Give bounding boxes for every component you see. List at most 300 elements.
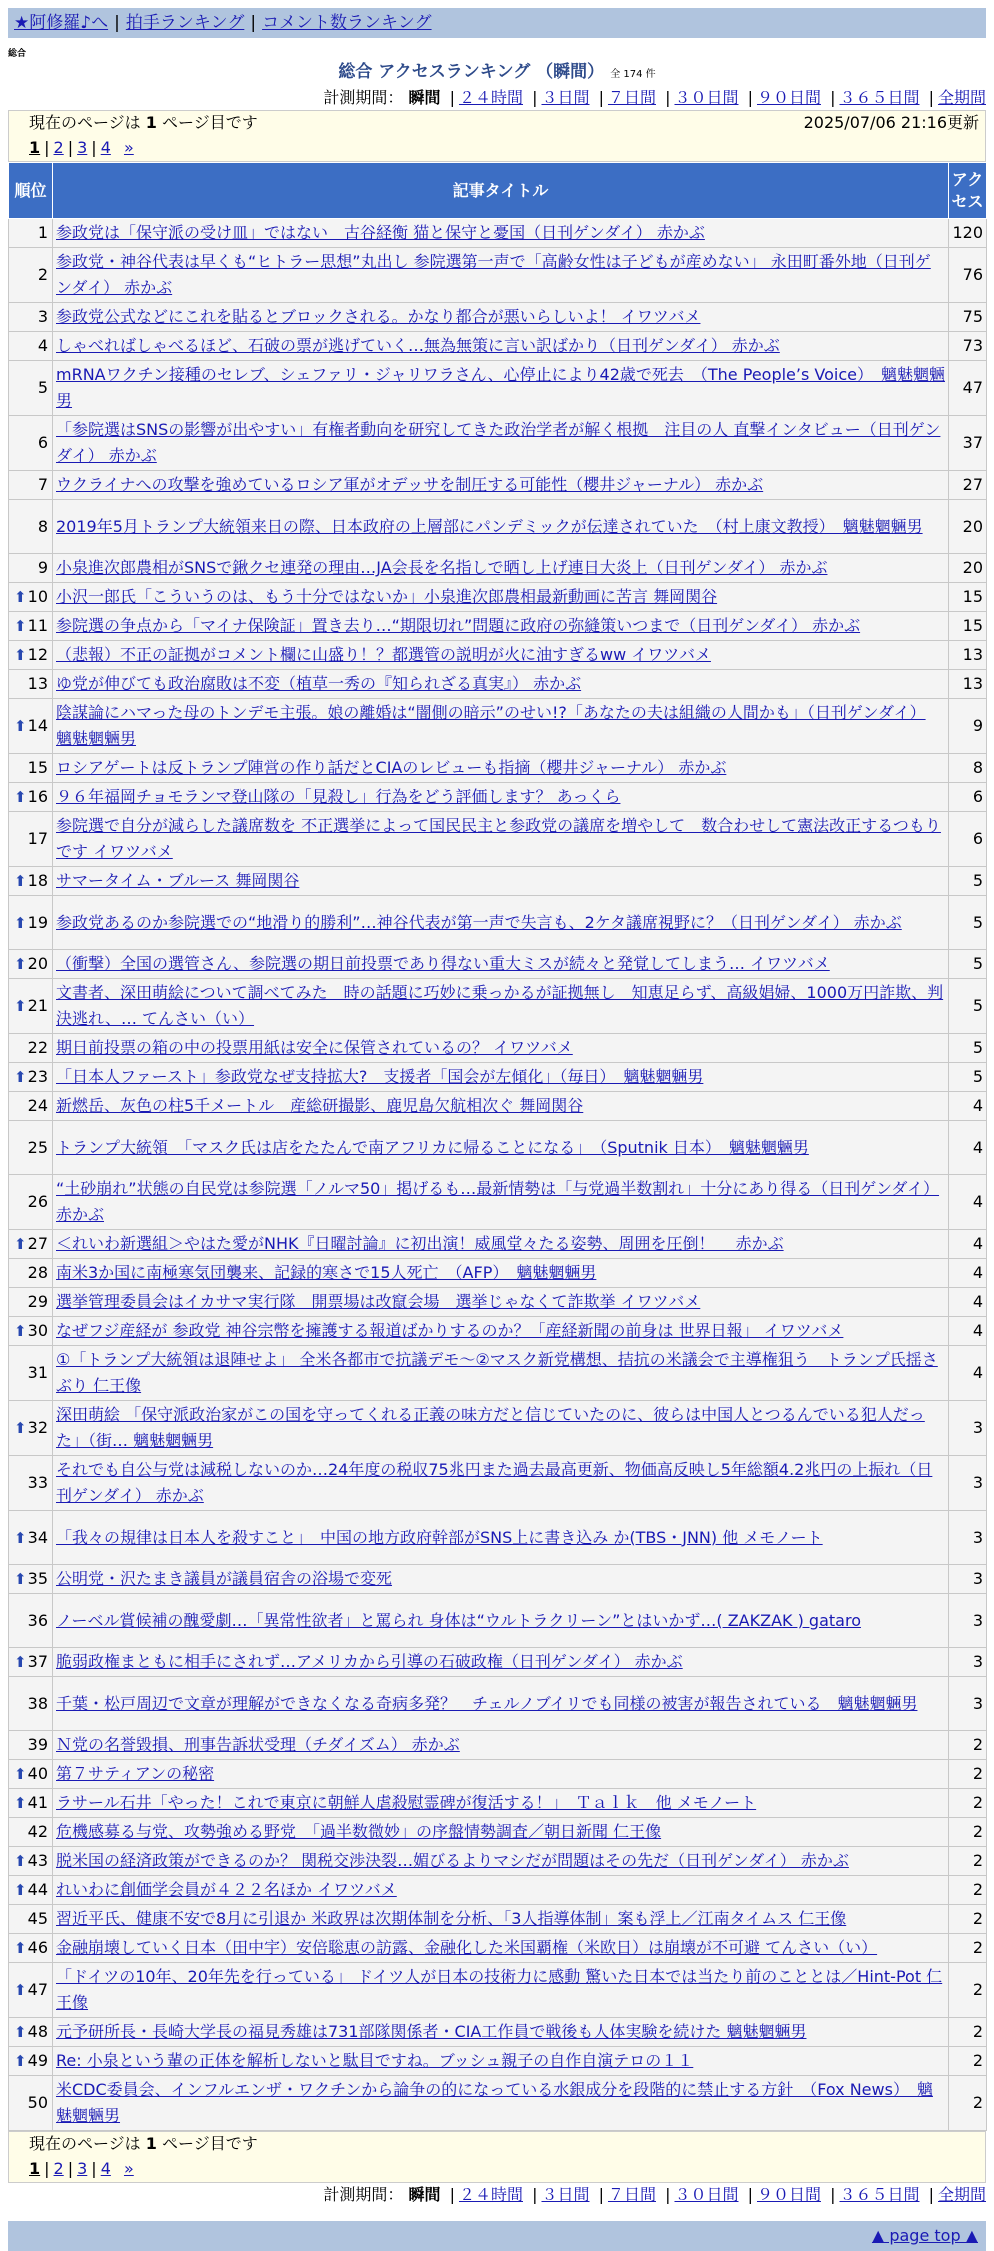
- title-cell: [53, 1456, 949, 1511]
- table-row: [9, 554, 987, 583]
- article-title-link[interactable]: Re: 小泉という輩の正体を解析しないと駄目ですね。ブッシュ親子の自作自演テロの１１: [56, 2051, 694, 2070]
- ranking-title-box: [0, 60, 994, 86]
- article-title-link[interactable]: 「参院選はSNSの影響が出やすい」有権者動向を研究してきた政治学者が解く根拠 注目の人 直撃インタビュー（日刊ゲンダイ） 赤かぶ: [56, 420, 941, 465]
- table-row: [9, 1818, 987, 1847]
- access-count: 3: [949, 1511, 987, 1565]
- table-row: [9, 754, 987, 783]
- table-row: [9, 950, 987, 979]
- article-title-link[interactable]: 参政党は「保守派の受け皿」ではない 古谷経衡 猫と保守と憂国（日刊ゲンダイ） 赤かぶ: [56, 223, 705, 242]
- access-count: 2: [949, 2047, 987, 2076]
- article-title-link[interactable]: 参政党・神谷代表は早くも“ヒトラー思想”丸出し 参院選第一声で「高齢女性は子どもが産めない」 永田町番外地（日刊ゲンダイ） 赤かぶ: [56, 252, 931, 297]
- period-selector-top: 計測期間： 瞬間 | ２４時間 | ３日間 | ７日間 | ３０日間 | ９０日間 | ３６５日間 | 全期間: [323, 88, 986, 107]
- article-title-link[interactable]: 参院選の争点から「マイナ保険証」置き去り…“期限切れ”問題に政府の弥縫策いつまで（日刊ゲンダイ） 赤かぶ: [56, 616, 861, 635]
- table-row: [9, 1063, 987, 1092]
- article-title-link[interactable]: 陰謀論にハマった母のトンデモ主張。娘の離婚は“闇側の暗示”のせい!?「あなたの夫は組織の人間かも」（日刊ゲンダイ） 魑魅魍魎男: [56, 703, 926, 748]
- table-row: [9, 1934, 987, 1963]
- period-selector-bottom: 計測期間： 瞬間 | ２４時間 | ３日間 | ７日間 | ３０日間 | ９０日間 | ３６５日間 | 全期間: [323, 2185, 986, 2204]
- title-cell: [53, 699, 949, 754]
- rank-cell: [9, 1847, 53, 1876]
- rank-cell: [9, 1456, 53, 1511]
- access-count: 73: [949, 332, 987, 361]
- rank-cell: [9, 1346, 53, 1401]
- article-title-link[interactable]: 新燃岳、灰色の柱5千メートル 産総研撮影、鹿児島欠航相次ぐ 舞岡関谷: [56, 1096, 584, 1115]
- rank-up-icon: ⬆: [14, 913, 27, 932]
- rank-cell: [9, 1511, 53, 1565]
- rank-up-icon: ⬆: [14, 955, 27, 973]
- rank-number: 18: [27, 871, 48, 890]
- period-link-3d-bottom[interactable]: ３日間: [541, 2185, 590, 2204]
- pager-link-2[interactable]: 2: [53, 138, 64, 157]
- table-row: [9, 699, 987, 754]
- table-row: [9, 1511, 987, 1565]
- table-row: [9, 2076, 987, 2131]
- pager-next-link-bottom[interactable]: »: [123, 2159, 134, 2178]
- period-link-90d[interactable]: ９０日間: [756, 88, 821, 107]
- article-title-link[interactable]: しゃべればしゃべるほど、石破の票が逃げていく…無為無策に言い訳ばかり（日刊ゲンダイ） 赤かぶ: [56, 336, 780, 355]
- pager-link-4-bottom[interactable]: 4: [100, 2159, 111, 2178]
- rank-number: 35: [27, 1569, 48, 1588]
- rank-number: 47: [27, 1980, 48, 1999]
- header-rank: 順位: [9, 163, 53, 219]
- table-row: [9, 1905, 987, 1934]
- rank-cell: [9, 1677, 53, 1731]
- access-count: 3: [949, 1648, 987, 1677]
- table-row: [9, 1401, 987, 1456]
- rank-number: 15: [27, 758, 48, 777]
- article-title-link[interactable]: （衝撃）全国の選管さん、参院選の期日前投票であり得ない重大ミスが続々と発覚してしまう… イワツバメ: [56, 954, 830, 973]
- rank-number: 10: [27, 587, 48, 606]
- comment-ranking-link[interactable]: コメント数ランキング: [262, 13, 432, 33]
- article-title-link[interactable]: ９６年福岡チョモランマ登山隊の「見殺し」行為をどう評価します？ あっくら: [56, 787, 621, 806]
- rank-cell: [9, 1760, 53, 1789]
- table-row: [9, 303, 987, 332]
- article-title-link[interactable]: 深田萌絵 「保守派政治家がこの国を守ってくれる正義の味方だと信じていたのに、彼らは中国人とつるんでいる犯人だった」（街… 魑魅魍魎男: [56, 1405, 925, 1450]
- article-title-link[interactable]: 参院選で自分が減らした議席数を 不正選挙によって国民民主と参政党の議席を増やして 数合わせして憲法改正するつもりです イワツバメ: [56, 816, 941, 861]
- access-count: 8: [949, 754, 987, 783]
- top-nav-bar: [8, 8, 986, 38]
- article-title-link[interactable]: mRNAワクチン接種のセレブ、シェファリ・ジャリワラさん、心停止により42歳で死去 （The People’s Voice） 魑魅魍魎男: [56, 365, 945, 410]
- rank-cell: [9, 332, 53, 361]
- access-count: 2: [949, 2076, 987, 2131]
- article-title-link[interactable]: 千葉・松戸周辺で文章が理解ができなくなる奇病多発？ チェルノブイリでも同様の被害が報告されている 魑魅魍魎男: [56, 1693, 918, 1713]
- access-count: 4: [949, 1346, 987, 1401]
- table-row: [9, 1034, 987, 1063]
- period-label-bottom: 計測期間：: [323, 2185, 404, 2204]
- table-row: [9, 1594, 987, 1648]
- rank-cell: [9, 303, 53, 332]
- rank-number: 11: [27, 616, 48, 635]
- table-row: [9, 1677, 987, 1731]
- rank-up-icon: ⬆: [14, 717, 27, 735]
- title-cell: [53, 2076, 949, 2131]
- rank-number: 25: [27, 1137, 48, 1157]
- article-title-link[interactable]: 習近平氏、健康不安で8月に引退か 米政界は次期体制を分析、「3人指導体制」案も浮上／江南タイムス 仁王像: [56, 1909, 847, 1928]
- access-count: 3: [949, 1594, 987, 1648]
- title-cell: [53, 896, 949, 950]
- rank-cell: [9, 1934, 53, 1963]
- access-count: 2: [949, 1789, 987, 1818]
- article-title-link[interactable]: ①「トランプ大統領は退陣せよ」 全米各都市で抗議デモ〜②マスク新党構想、拮抗の米議会で主導権狙う トランプ氏揺さぶり 仁王像: [56, 1350, 938, 1395]
- article-title-link[interactable]: （悲報）不正の証拠がコメント欄に山盛り！？都選管の説明が火に油すぎるww イワツバメ: [56, 645, 711, 664]
- period-link-3d[interactable]: ３日間: [541, 88, 590, 107]
- rank-cell: [9, 1317, 53, 1346]
- rank-number: 31: [27, 1363, 48, 1382]
- article-title-link[interactable]: トランプ大統領 「マスク氏は店をたたんで南アフリカに帰ることになる」 （Sputnik 日本） 魑魅魍魎男: [56, 1137, 809, 1157]
- access-count: 15: [949, 612, 987, 641]
- rank-cell: [9, 1905, 53, 1934]
- access-count: 4: [949, 1230, 987, 1259]
- article-title-link[interactable]: ウクライナへの攻撃を強めているロシア軍がオデッサを制圧する可能性（櫻井ジャーナル） 赤かぶ: [56, 475, 764, 494]
- rank-number: 22: [27, 1038, 48, 1057]
- article-title-link[interactable]: 南米3か国に南極寒気団襲来、記録的寒さで15人死亡 （AFP） 魑魅魍魎男: [56, 1263, 597, 1282]
- period-link-365d[interactable]: ３６５日間: [839, 88, 920, 107]
- pager-link-2-bottom[interactable]: 2: [53, 2159, 64, 2178]
- title-cell: [53, 1731, 949, 1760]
- rank-number: 2: [37, 265, 48, 284]
- table-row: [9, 1963, 987, 2018]
- rank-cell: [9, 1789, 53, 1818]
- rank-number: 49: [27, 2051, 48, 2070]
- rank-cell: [9, 867, 53, 896]
- table-row: [9, 471, 987, 500]
- access-count: 9: [949, 699, 987, 754]
- rank-cell: [9, 219, 53, 248]
- access-count: 2: [949, 1876, 987, 1905]
- rank-cell: [9, 471, 53, 500]
- title-cell: [53, 1175, 949, 1230]
- rank-up-icon: ⬆: [14, 1852, 27, 1870]
- rank-up-icon: ⬆: [14, 1939, 27, 1957]
- table-row: [9, 1565, 987, 1594]
- title-cell: [53, 950, 949, 979]
- access-count: 3: [949, 1401, 987, 1456]
- table-row: [9, 583, 987, 612]
- rank-up-icon: ⬆: [14, 2052, 27, 2070]
- table-row: [9, 896, 987, 950]
- rank-cell: [9, 1401, 53, 1456]
- article-title-link[interactable]: なぜフジ産経が 参政党 神谷宗幣を擁護する報道ばかりするのか？「産経新聞の前身は 世界日報」 イワツバメ: [56, 1321, 844, 1340]
- article-title-link[interactable]: れいわに創価学会員が４２２名ほか イワツバメ: [56, 1880, 397, 1899]
- rank-number: 45: [27, 1909, 48, 1928]
- article-title-link[interactable]: 「日本人ファースト」参政党なぜ支持拡大? 支援者「国会が左傾化」（毎日） 魑魅魍魎男: [56, 1067, 704, 1086]
- rank-number: 27: [27, 1234, 48, 1253]
- rank-number: 8: [37, 516, 48, 536]
- rank-number: 5: [37, 378, 48, 397]
- table-row: [9, 1731, 987, 1760]
- title-cell: [53, 1760, 949, 1789]
- rank-up-icon: ⬆: [14, 1794, 27, 1812]
- access-count: 4: [949, 1092, 987, 1121]
- access-count: 6: [949, 783, 987, 812]
- pager-link-3[interactable]: 3: [77, 138, 88, 157]
- rank-cell: [9, 670, 53, 699]
- period-link-24h-bottom[interactable]: ２４時間: [458, 2185, 523, 2204]
- access-count: 3: [949, 1565, 987, 1594]
- rank-number: 7: [37, 475, 48, 494]
- rank-cell: [9, 248, 53, 303]
- rank-cell: [9, 583, 53, 612]
- ranking-body: [9, 219, 987, 2131]
- article-title-link[interactable]: 公明党・沢たまき議員が議員宿舎の浴場で変死: [56, 1569, 393, 1588]
- pager-link-3-bottom[interactable]: 3: [77, 2159, 88, 2178]
- title-cell: [53, 612, 949, 641]
- title-cell: [53, 867, 949, 896]
- access-count: 5: [949, 896, 987, 950]
- title-cell: [53, 1121, 949, 1175]
- table-row: [9, 783, 987, 812]
- rank-cell: [9, 2047, 53, 2076]
- title-cell: [53, 1847, 949, 1876]
- article-title-link[interactable]: 脆弱政権まともに相手にされず…アメリカから引導の石破政権（日刊ゲンダイ） 赤かぶ: [56, 1652, 683, 1671]
- pager-top: 現在のページは 1 ページ目です 2025/07/06 21:16更新 1 | 2 | 3 | 4 »: [8, 110, 986, 162]
- period-current-bottom: 瞬間: [408, 2185, 441, 2204]
- table-row: [9, 1121, 987, 1175]
- article-title-link[interactable]: 「ドイツの10年、20年先を行っている」 ドイツ人が日本の技術力に感動 驚いた日本では当たり前のこととは／Hint-Pot 仁王像: [56, 1967, 943, 2012]
- article-title-link[interactable]: ラサール石井「やった！これで東京に朝鮮人虐殺慰霊碑が復活する！」 Ｔａｌｋ 他 メモノート: [56, 1793, 757, 1812]
- article-title-link[interactable]: 小沢一郎氏「こういうのは、もう十分ではないか」小泉進次郎農相最新動画に苦言 舞岡関谷: [56, 587, 718, 606]
- article-title-link[interactable]: 第７サティアンの秘密: [56, 1764, 215, 1783]
- table-row: [9, 1259, 987, 1288]
- rank-number: 32: [27, 1418, 48, 1437]
- article-title-link[interactable]: ロシアゲートは反トランプ陣営の作り話だとCIAのレビューも指摘（櫻井ジャーナル） 赤かぶ: [56, 758, 727, 777]
- access-count: 15: [949, 583, 987, 612]
- access-count: 3: [949, 1677, 987, 1731]
- category-tag: 総合: [8, 49, 27, 59]
- access-count: 2: [949, 1731, 987, 1760]
- pager-next-link[interactable]: »: [123, 138, 134, 157]
- article-title-link[interactable]: 参政党あるのか参院選での“地滑り的勝利”…神谷代表が第一声で失言も、2ケタ議席視野に？（日刊ゲンダイ） 赤かぶ: [56, 912, 902, 932]
- rank-cell: [9, 783, 53, 812]
- rank-number: 13: [27, 674, 48, 693]
- access-count: 2: [949, 1934, 987, 1963]
- title-cell: [53, 1818, 949, 1847]
- title-cell: [53, 979, 949, 1034]
- rank-number: 21: [27, 996, 48, 1015]
- title-cell: [53, 1905, 949, 1934]
- article-title-link[interactable]: ノーベル賞候補の醜愛劇…「異常性欲者」と罵られ 身体は“ウルトラクリーン”とはいかず…( ZAKZAK ) gataro: [56, 1610, 861, 1630]
- access-count: 20: [949, 500, 987, 554]
- access-count: 5: [949, 950, 987, 979]
- pager-current-page-bottom: 1: [29, 2159, 41, 2178]
- rank-number: 14: [27, 716, 48, 735]
- access-count: 2: [949, 1760, 987, 1789]
- title-cell: [53, 1259, 949, 1288]
- article-title-link[interactable]: Ｎ党の名誉毀損、刑事告訴状受理（チダイズム） 赤かぶ: [56, 1735, 460, 1754]
- rank-cell: [9, 416, 53, 471]
- period-link-all[interactable]: 全期間: [937, 88, 986, 107]
- period-link-all-bottom[interactable]: 全期間: [937, 2185, 986, 2204]
- title-cell: [53, 2018, 949, 2047]
- article-title-link[interactable]: 参政党公式などにこれを貼るとブロックされる。かなり都合が悪いらしいよ！ イワツバメ: [56, 307, 701, 326]
- rank-number: 9: [37, 558, 48, 577]
- rank-up-icon: ⬆: [14, 1419, 27, 1437]
- article-title-link[interactable]: 選挙管理委員会はイカサマ実行隊 開票場は改竄会場 選挙じゃなくて詐欺挙 イワツバメ: [56, 1292, 701, 1311]
- rank-number: 34: [27, 1527, 48, 1547]
- title-cell: [53, 1789, 949, 1818]
- title-cell: [53, 1092, 949, 1121]
- rank-cell: [9, 1818, 53, 1847]
- access-count: 76: [949, 248, 987, 303]
- rank-number: 38: [27, 1693, 48, 1713]
- rank-up-icon: ⬆: [14, 1570, 27, 1588]
- article-title-link[interactable]: 金融崩壊していく日本（田中宇）安倍聡恵の訪露、金融化した米国覇権（米欧日）は崩壊が不可避 てんさい（い）: [56, 1938, 878, 1957]
- access-count: 5: [949, 1063, 987, 1092]
- rank-up-icon: ⬆: [14, 646, 27, 664]
- article-title-link[interactable]: 脱米国の経済政策ができるのか？ 関税交渉決裂…媚びるよりマシだが問題はその先だ（日刊ゲンダイ） 赤かぶ: [56, 1851, 849, 1870]
- rank-number: 3: [37, 307, 48, 326]
- nav-separator: |: [250, 13, 257, 33]
- table-row: [9, 1288, 987, 1317]
- title-cell: [53, 1934, 949, 1963]
- rank-number: 26: [27, 1192, 48, 1211]
- access-count: 47: [949, 361, 987, 416]
- rank-number: 23: [27, 1067, 48, 1086]
- title-cell: [53, 1963, 949, 2018]
- rank-cell: [9, 500, 53, 554]
- page-title: 総合 アクセスランキング （瞬間）: [338, 62, 605, 82]
- article-title-link[interactable]: 危機感募る与党、攻勢強める野党 「過半数微妙」の序盤情勢調査／朝日新聞 仁王像: [56, 1822, 662, 1841]
- access-count: 2: [949, 1818, 987, 1847]
- rank-up-icon: ⬆: [14, 997, 27, 1015]
- rank-number: 4: [37, 336, 48, 355]
- access-count: 120: [949, 219, 987, 248]
- title-cell: [53, 361, 949, 416]
- article-title-link[interactable]: ゆ党が伸びても政治腐敗は不変（植草一秀の『知られざる真実』） 赤かぶ: [56, 674, 582, 693]
- table-row: [9, 979, 987, 1034]
- access-count: 13: [949, 641, 987, 670]
- table-row: [9, 500, 987, 554]
- title-cell: [53, 641, 949, 670]
- rank-number: 19: [27, 912, 48, 932]
- title-cell: [53, 471, 949, 500]
- article-title-link[interactable]: ＜れいわ新選組＞やはた愛がNHK『日曜討論』に初出演！威風堂々たる姿勢、周囲を圧倒！ 赤かぶ: [56, 1234, 784, 1253]
- access-count: 2: [949, 2018, 987, 2047]
- home-link[interactable]: ★阿修羅♪へ: [14, 13, 109, 33]
- article-title-link[interactable]: 小泉進次郎農相がSNSで鍬クセ連発の理由…JA会長を名指しで晒し上げ連日大炎上（日刊ゲンダイ） 赤かぶ: [56, 558, 828, 577]
- page-top-link[interactable]: ▲ page top ▲: [871, 2226, 978, 2245]
- title-cell: [53, 1346, 949, 1401]
- pager-current-page: 1: [29, 138, 41, 157]
- rank-number: 41: [27, 1793, 48, 1812]
- nav-separator: |: [114, 13, 120, 33]
- article-title-link[interactable]: 「我々の規律は日本人を殺すこと」 中国の地方政府幹部がSNS上に書き込み か(TBS・JNN) 他 メモノート: [56, 1527, 823, 1547]
- rank-up-icon: ⬆: [14, 1528, 27, 1547]
- period-link-24h[interactable]: ２４時間: [458, 88, 523, 107]
- table-row: [9, 612, 987, 641]
- article-title-link[interactable]: 文書者、深田萌絵について調べてみた 時の話題に巧妙に乗っかるが証拠無し 知恵足らず、高級娼婦、1000万円詐欺、判決逃れ、… てんさい（い）: [56, 983, 944, 1028]
- rank-number: 43: [27, 1851, 48, 1870]
- rank-cell: [9, 1731, 53, 1760]
- title-cell: [53, 416, 949, 471]
- title-cell: [53, 1565, 949, 1594]
- rank-number: 17: [27, 829, 48, 848]
- rank-number: 48: [27, 2022, 48, 2041]
- title-cell: [53, 1876, 949, 1905]
- article-title-link[interactable]: 元予研所長・長崎大学長の福見秀雄は731部隊関係者・CIA工作員で戦後も人体実験を続けた 魑魅魍魎男: [56, 2022, 807, 2041]
- period-link-7d[interactable]: ７日間: [607, 88, 656, 107]
- rank-number: 42: [27, 1822, 48, 1841]
- clap-ranking-link[interactable]: 拍手ランキング: [125, 13, 245, 33]
- period-link-90d-bottom[interactable]: ９０日間: [756, 2185, 821, 2204]
- access-count: 27: [949, 471, 987, 500]
- article-title-link[interactable]: “土砂崩れ”状態の自民党は参院選「ノルマ50」掲げるも…最新情勢は「与党過半数割れ」十分にあり得る（日刊ゲンダイ） 赤かぶ: [56, 1179, 940, 1224]
- access-count: 4: [949, 1121, 987, 1175]
- table-row: [9, 219, 987, 248]
- table-row: [9, 332, 987, 361]
- pager-bottom: 現在のページは 1 ページ目です 1 | 2 | 3 | 4 »: [8, 2131, 986, 2183]
- title-cell: [53, 1288, 949, 1317]
- rank-up-icon: ⬆: [14, 1322, 27, 1340]
- rank-up-icon: ⬆: [14, 1068, 27, 1086]
- table-row: [9, 1317, 987, 1346]
- title-cell: [53, 583, 949, 612]
- title-cell: [53, 2047, 949, 2076]
- rank-number: 46: [27, 1938, 48, 1957]
- rank-cell: [9, 641, 53, 670]
- rank-cell: [9, 1594, 53, 1648]
- access-count: 4: [949, 1259, 987, 1288]
- table-row: [9, 2047, 987, 2076]
- access-count: 2: [949, 1963, 987, 2018]
- period-link-30d[interactable]: ３０日間: [674, 88, 739, 107]
- rank-number: 40: [27, 1764, 48, 1783]
- table-row: [9, 1847, 987, 1876]
- access-count: 4: [949, 1175, 987, 1230]
- rank-cell: [9, 1175, 53, 1230]
- rank-number: 30: [27, 1321, 48, 1340]
- title-cell: [53, 219, 949, 248]
- ranking-table: [8, 162, 987, 2131]
- table-row: [9, 1092, 987, 1121]
- rank-up-icon: ⬆: [14, 2023, 27, 2041]
- article-title-link[interactable]: 期日前投票の箱の中の投票用紙は安全に保管されているの？ イワツバメ: [56, 1038, 573, 1057]
- article-title-link[interactable]: 米CDC委員会、インフルエンザ・ワクチンから論争の的になっている水銀成分を段階的に禁止する方針 （Fox News） 魑魅魍魎男: [56, 2080, 933, 2125]
- rank-cell: [9, 1288, 53, 1317]
- rank-cell: [9, 896, 53, 950]
- access-count: 75: [949, 303, 987, 332]
- access-count: 4: [949, 1288, 987, 1317]
- article-title-link[interactable]: それでも自公与党は減税しないのか…24年度の税収75兆円また過去最高更新、物価高反映し5年総額4.2兆円の上振れ（日刊ゲンダイ） 赤かぶ: [56, 1460, 933, 1505]
- rank-up-icon: ⬆: [14, 1235, 27, 1253]
- updated-timestamp: 2025/07/06 21:16更新: [803, 113, 979, 132]
- table-row: [9, 1876, 987, 1905]
- bottom-bar: [8, 2221, 986, 2251]
- article-title-link[interactable]: サマータイム・ブルース 舞岡関谷: [56, 871, 300, 890]
- rank-up-icon: ⬆: [14, 1765, 27, 1783]
- current-page-text-bottom: 現在のページは 1 ページ目です: [29, 2134, 258, 2153]
- table-row: [9, 670, 987, 699]
- rank-cell: [9, 754, 53, 783]
- rank-cell: [9, 950, 53, 979]
- table-row: [9, 2018, 987, 2047]
- title-cell: [53, 1230, 949, 1259]
- rank-up-icon: ⬆: [14, 1881, 27, 1899]
- title-cell: [53, 1648, 949, 1677]
- period-link-7d-bottom[interactable]: ７日間: [607, 2185, 656, 2204]
- rank-up-icon: ⬆: [14, 617, 27, 635]
- rank-number: 12: [27, 645, 48, 664]
- article-title-link[interactable]: 2019年5月トランプ大統領来日の際、日本政府の上層部にパンデミックが伝達されていた （村上康文教授） 魑魅魍魎男: [56, 516, 923, 536]
- period-current: 瞬間: [408, 88, 441, 107]
- access-count: 5: [949, 1034, 987, 1063]
- title-cell: [53, 812, 949, 867]
- title-cell: [53, 1511, 949, 1565]
- pager-link-4[interactable]: 4: [100, 138, 111, 157]
- table-row: [9, 867, 987, 896]
- period-link-365d-bottom[interactable]: ３６５日間: [839, 2185, 920, 2204]
- rank-up-icon: ⬆: [14, 1981, 27, 1999]
- period-link-30d-bottom[interactable]: ３０日間: [674, 2185, 739, 2204]
